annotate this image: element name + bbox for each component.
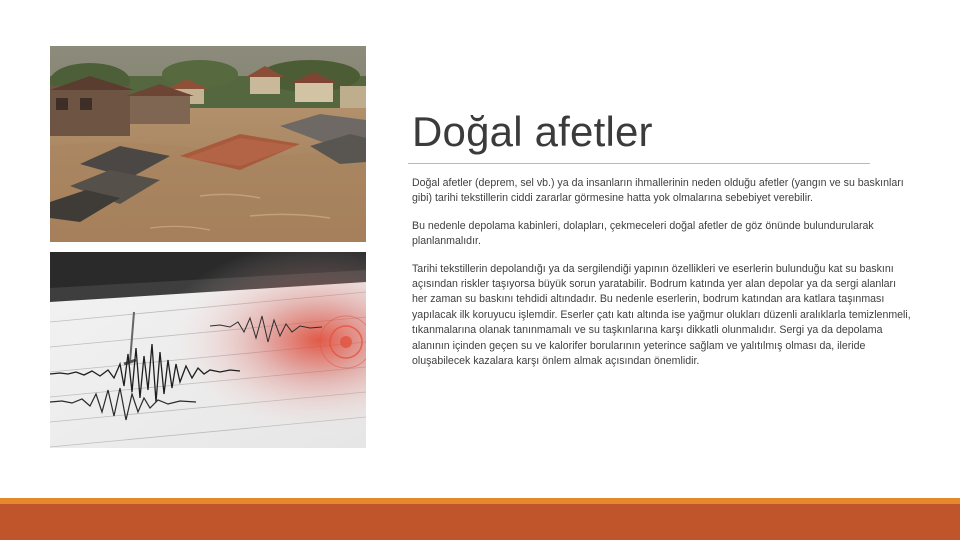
flood-image: [50, 46, 366, 242]
paragraph: Tarihi tekstillerin depolandığı ya da sergilendiği yapının özellikleri ve eserlerin bulunduğu kat su baskını açısından riskler taşıyorsa büyük sorun yaratabilir. Bodrum katında yer alan depolar ya da sergi alanları her zaman su baskını tehdidi altındadır. Bu nedenle eserlerin, bodrum katından ara katlara taşınması yapılacak ilk koruyucu işlemdir. Eserler çatı katı altında ise yağmur olukları düzenli aralıklarla temizlenmeli, tıkanmalarına olanak tanınmamalı ve su taşkınlarına karşı dikkatli olunmalıdır. Sergi ya da depolama alanının içinden geçen su ve kalorifer borularının yeterince sağlam ve yalıtılmış olması da, ileride oluşabilecek kazalara karşı önlem almak açısından önemlidir.: [412, 262, 911, 368]
footer-band: [0, 504, 960, 540]
slide-title: Doğal afetler: [412, 108, 653, 155]
seismograph-image: [50, 252, 366, 448]
title-divider: [408, 163, 870, 164]
paragraph: Bu nedenle depolama kabinleri, dolapları, çekmeceleri doğal afetler de göz önünde bulundurularak planlanmalıdır.: [412, 219, 874, 248]
flood-photo: [50, 46, 366, 242]
body-text: [412, 176, 912, 381]
paragraph: Doğal afetler (deprem, sel vb.) ya da insanların ihmallerinin neden olduğu afetler (yangın ve su baskınları gibi) tarihi tekstillerin ciddi zararlar görmesine hatta yok olmalarına sebebiyet verebilir.: [412, 177, 904, 205]
seismograph-photo: [50, 252, 366, 448]
